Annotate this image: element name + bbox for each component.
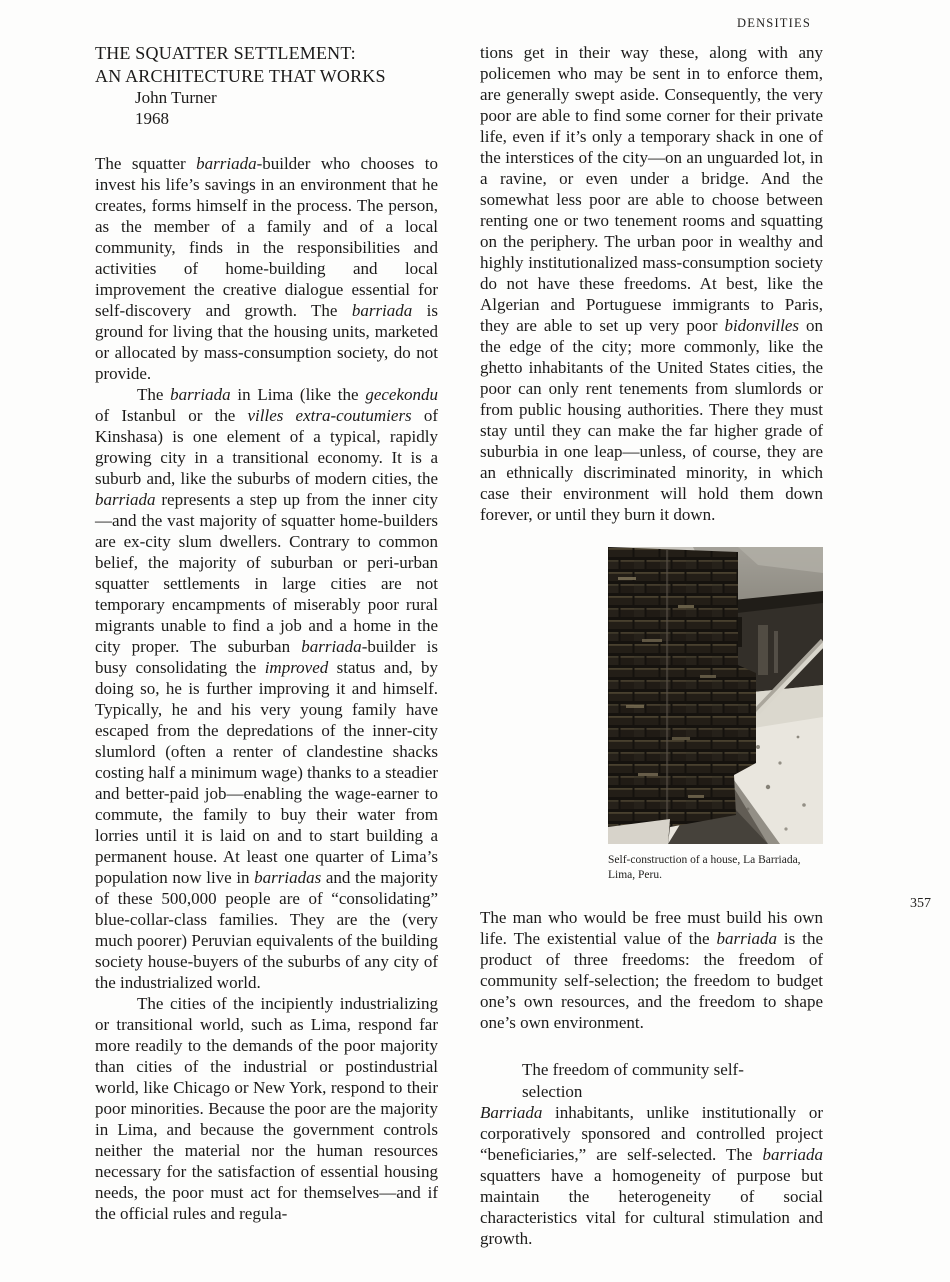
construction-photo bbox=[608, 547, 823, 844]
subheading-line-2: selection bbox=[522, 1081, 583, 1101]
paragraph: tions get in their way these, along with any policemen who may be sent in to enforce them, are generally swept aside. Consequently, the very poor are able to find some corner for their private life, even if it’s only a temporary shack in one of the interstices of the city—on an unguarded lot, in a ravine, or even under a bridge. And the somewhat less poor are able to choose between renting one or two tenement rooms and squatting on the periphery. The urban poor in wealthy and highly institutionalized mass-consumption society do not have these freedoms. At best, like the Algerian and Portuguese immigrants to Paris, they are able to set up very poor bidonvilles on the edge of the city; more commonly, like the ghetto inhabitants of the United States cities, the poor can only rent tenements from slumlords or from public housing authorities. There they must stay until they can make the far higher grade of suburbia in one leap—unless, of course, they are an ethnically discriminated minority, in which case their environment will hold them down forever, or until they burn it down. bbox=[480, 43, 823, 524]
article-title-line-2: AN ARCHITECTURE THAT WORKS bbox=[95, 65, 386, 86]
paragraph: The cities of the incipiently industrializing or transitional world, such as Lima, respond far more readily to the demands of the poor majority than cities of the industrial or postindustrial world, like Chicago or New York, respond to their poor minorities. Because the poor are the majority in Lima, and because the government controls neither the material nor the human resources necessary for the satisfaction of essential housing needs, the poor must act for themselves—and if the official rules and regula- bbox=[95, 994, 438, 1223]
page-number: 357 bbox=[910, 896, 931, 911]
section-subheading bbox=[480, 1059, 823, 1102]
left-column bbox=[95, 42, 438, 1224]
paragraph: The barriada in Lima (like the gecekondu of Istanbul or the villes extra-coutumiers of Kinshasa) is one element of a typical, rapidly growing city in a transitional economy. It is a suburb and, like the suburbs of modern cities, the barriada represents a step up from the inner city—and the vast majority of squatter home-builders are ex-city slum dwellers. Contrary to common belief, the majority of suburban or peri-urban squatter settlements in large cities are not temporary encampments of miserably poor rural migrants unable to find a job and a home in the city proper. The suburban barriada-builder is busy consolidating the improved status and, by doing so, he is further improving it and himself. Typically, he and his very young family have escaped from the depredations of the inner-city slumlord (often a renter of clandestine shacks costing half a minimum wage) thanks to a steadier and better-paid job—enabling the wage-earner to commute, the family to buy their water from lorries until it is laid on and to start building a permanent house. At least one quarter of Lima’s population now live in barriadas and the majority of these 500,000 people are of “consolidating” blue-collar-class families. They are the (very much poorer) Peruvian equivalents of the building society house-buyers of the suburbs of any city of the industrialized world. bbox=[95, 385, 438, 992]
photo-figure bbox=[608, 547, 823, 883]
paragraph: The squatter barriada-builder who chooses to invest his life’s savings in an environment that he creates, forms himself in the process. The person, as the member of a family and of a local community, finds in the responsibilities and activities of home-building and local improvement the creative dialogue essential for self-discovery and growth. The barriada is ground for living that the housing units, marketed or allocated by mass-consumption society, do not provide. bbox=[95, 154, 438, 383]
subheading-line-1: The freedom of community self- bbox=[522, 1060, 744, 1079]
paragraph: Barriada inhabitants, unlike institutionally or corporatively sponsored and controlled project “beneficiaries,” are self-selected. The barriada squatters have a homogeneity of purpose but maintain the heterogeneity of social characteristics vital for cultural stimulation and growth. bbox=[480, 1103, 823, 1248]
article-year: 1968 bbox=[135, 109, 169, 128]
article-title-line-1: THE SQUATTER SETTLEMENT: bbox=[95, 43, 356, 63]
photo-caption: Self-construction of a house, La Barriada, Lima, Peru. bbox=[608, 854, 801, 881]
right-column bbox=[480, 42, 823, 1249]
article-author: John Turner bbox=[135, 88, 217, 107]
running-head: DENSITIES bbox=[737, 16, 811, 30]
paragraph: The man who would be free must build his own life. The existential value of the barriada is the product of three freedoms: the freedom of community self-selection; the freedom to budget one’s own resources, and the freedom to shape one’s own environment. bbox=[480, 908, 824, 1032]
